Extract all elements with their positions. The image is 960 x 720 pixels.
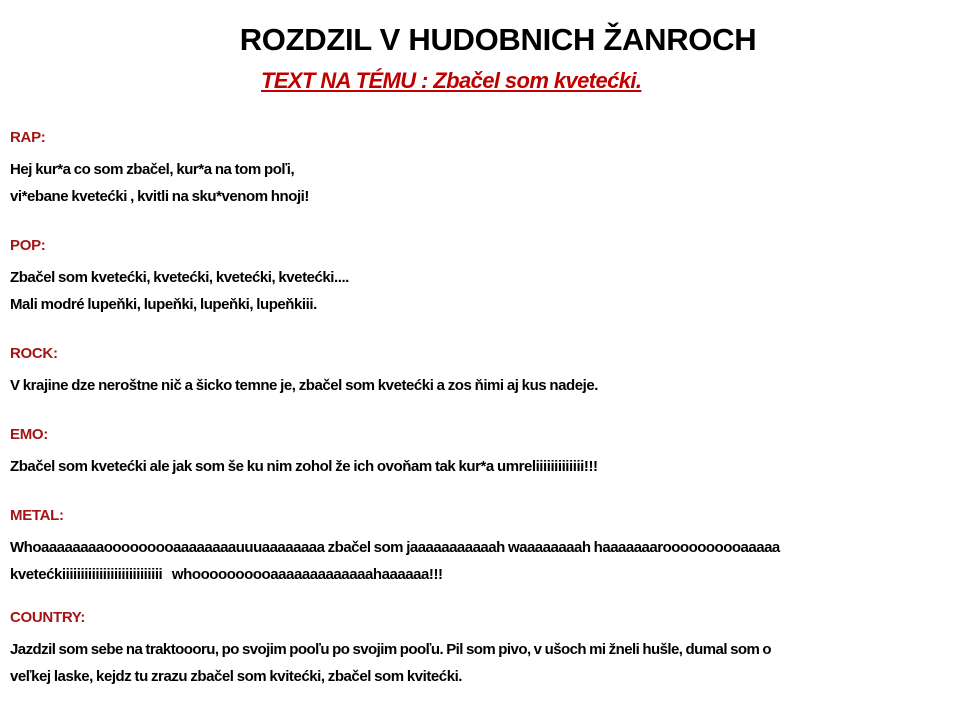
lyric-line: Zbačel som kvetećki ale jak som še ku nim zohol že ich ovoňam tak kur*a umreliiiiiiiiiiiii!!!: [10, 458, 598, 475]
lyric-line: vi*ebane kvetećki , kvitli na sku*venom hnoji!: [10, 188, 309, 205]
genre-heading: POP:: [10, 237, 46, 254]
lyric-line: Mali modré lupeňki, lupeňki, lupeňki, lupeňkiii.: [10, 296, 317, 313]
lyric-line: kvetećkiiiiiiiiiiiiiiiiiiiiiiiiiii whoooooooooaaaaaaaaaaaaahaaaaaa!!!: [10, 566, 443, 583]
section-metal: [10, 507, 940, 588]
page-subtitle: TEXT NA TÉMU : Zbačel som kvetećki.: [261, 68, 642, 93]
section-rock: [10, 345, 940, 399]
lyric-line: Jazdzil som sebe na traktoooru, po svojim pooľu po svojim pooľu. Pil som pivo, v ušoch mi žneli hušle, dumal som o: [10, 641, 771, 658]
genre-heading: METAL:: [10, 507, 64, 524]
genre-heading: COUNTRY:: [10, 609, 86, 626]
lyric-line: Hej kur*a co som zbačel, kur*a na tom poľi,: [10, 161, 295, 178]
genre-heading: ROCK:: [10, 345, 58, 362]
lyric-line: veľkej laske, kejdz tu zrazu zbačel som kvitećki, zbačel som kvitećki.: [10, 668, 463, 685]
genre-heading: RAP:: [10, 129, 46, 146]
section-pop: [10, 237, 940, 318]
genre-heading: EMO:: [10, 426, 48, 443]
section-rap: [10, 129, 940, 210]
section-emo: [10, 426, 940, 480]
lyric-line: Whoaaaaaaaaooooooooaaaaaaaauuuaaaaaaaa zbačel som jaaaaaaaaaaah waaaaaaaah haaaaaaaroooooooooaaaaa: [10, 539, 780, 556]
section-country: [10, 609, 940, 690]
lyric-line: V krajine dze neroštne nič a šicko temne je, zbačel som kvetećki a zos ňimi aj kus nadeje.: [10, 377, 598, 394]
lyric-line: Zbačel som kvetećki, kvetećki, kvetećki, kvetećki....: [10, 269, 349, 286]
page-title: ROZDZIL V HUDOBNICH ŽANROCH: [239, 22, 757, 57]
